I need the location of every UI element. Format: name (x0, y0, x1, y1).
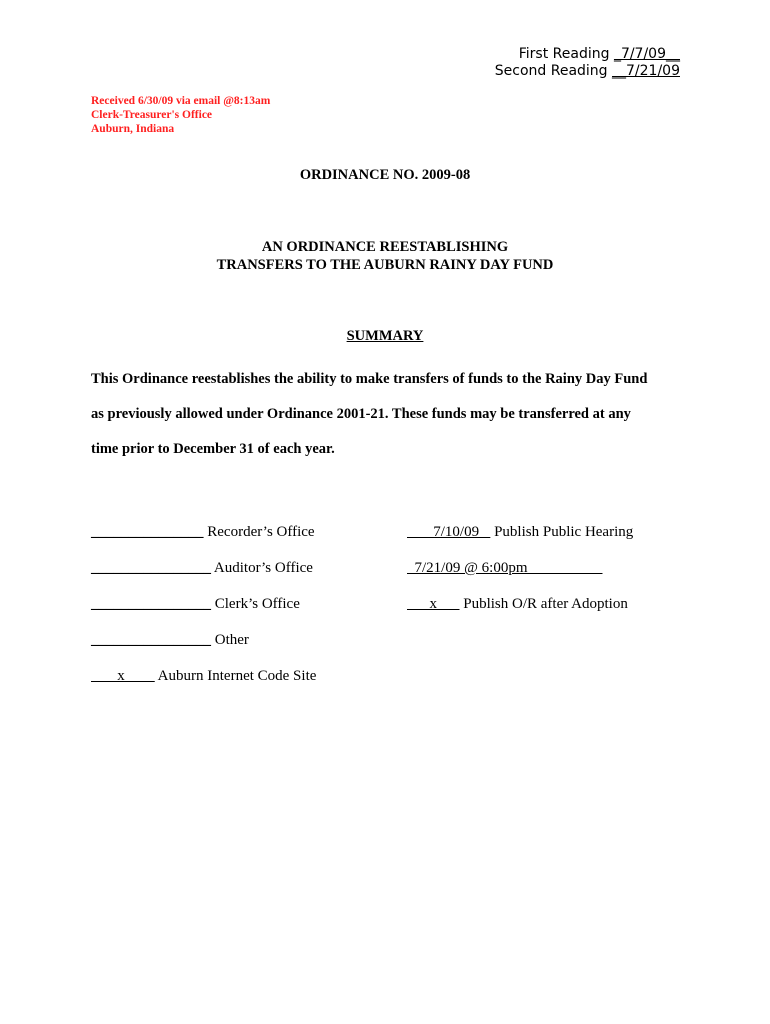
ordinance-title (0, 238, 770, 274)
summary-text (91, 362, 691, 467)
publish-after-adoption-mark: x (407, 596, 460, 612)
recorders-office-blank: _______________ (91, 524, 204, 540)
summary-line-3: time prior to December 31 of each year. (91, 441, 335, 457)
auditors-office-blank: ________________ (91, 560, 211, 576)
clerks-office-line: ________________ Clerk’s Office (91, 596, 300, 612)
ordinance-number: ORDINANCE NO. 2009-08 (299, 167, 471, 183)
hearing-time-line (407, 560, 602, 577)
received-line-2: Clerk-Treasurer's Office (91, 109, 213, 121)
reading-dates (495, 46, 680, 80)
received-line-3: Auburn, Indiana (91, 123, 175, 135)
internet-code-site-line: x Auburn Internet Code Site (91, 668, 317, 684)
internet-code-site-blank: x (91, 668, 155, 684)
ordinance-title-line-2: TRANSFERS TO THE AUBURN RAINY DAY FUND (216, 257, 554, 273)
hearing-time: 7/21/09 @ 6:00pm (407, 560, 603, 576)
other-line: ________________ Other (91, 632, 249, 648)
second-reading: Second Reading __7/21/09 (494, 63, 680, 79)
received-stamp (91, 94, 270, 136)
other-blank: ________________ (91, 632, 211, 648)
summary-line-2: as previously allowed under Ordinance 2001-21. These funds may be transferred at any (91, 406, 631, 422)
auditors-office-line: ________________ Auditor’s Office (91, 560, 313, 576)
recorders-office-line: _______________ Recorder’s Office (91, 524, 315, 540)
public-hearing-date: 7/10/09 (407, 524, 491, 540)
summary-line-1: This Ordinance reestablishes the ability to make transfers of funds to the Rainy Day Fund (91, 371, 648, 387)
public-hearing-line: 7/10/09 Publish Public Hearing (407, 524, 634, 540)
publish-after-adoption-line: x Publish O/R after Adoption (407, 596, 628, 612)
second-reading-date: __7/21/09 (612, 63, 680, 79)
ordinance-title-line-1: AN ORDINANCE REESTABLISHING (261, 239, 509, 255)
received-line-1: Received 6/30/09 via email @8:13am (91, 95, 271, 107)
summary-heading: SUMMARY (346, 328, 424, 344)
first-reading: First Reading _7/7/09__ (518, 46, 680, 62)
first-reading-date: _7/7/09__ (613, 46, 680, 62)
clerks-office-blank: ________________ (91, 596, 211, 612)
